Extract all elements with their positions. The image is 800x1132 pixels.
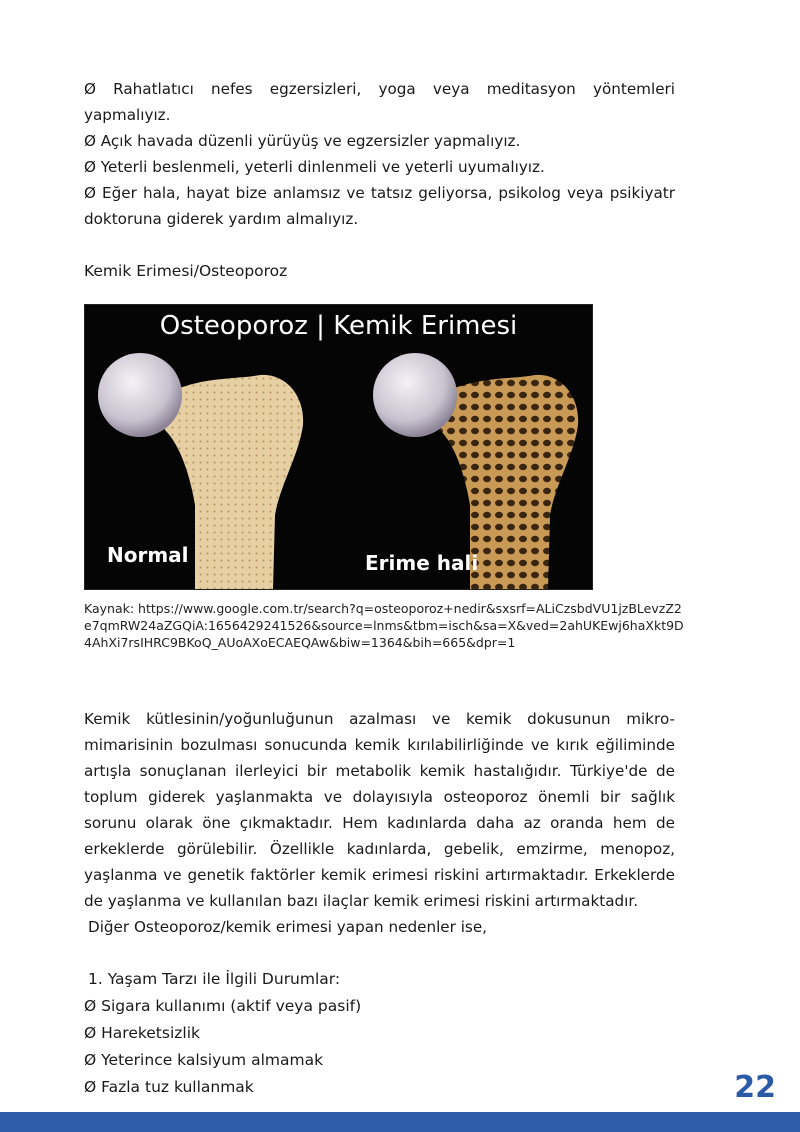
section-heading: Kemik Erimesi/Osteoporoz [84, 262, 288, 280]
osteoporosis-figure [84, 304, 593, 590]
lifestyle-list [84, 993, 361, 1101]
list-heading: 1. Yaşam Tarzı ile İlgili Durumlar: [88, 970, 341, 988]
body-paragraph: Kemik kütlesinin/yoğunluğunun azalması ve kemik dokusunun mikro-mimarisinin bozulması sonucunda kemik kırılabilirliğinde ve kırık eğiliminde artışla sonuçlanan ilerleyici bir metabolik kemik hastalığıdır. Türkiye'de de toplum giderek yaşlanmakta ve dolayısıyla osteoporoz önemli bir sağlık sorunu olarak öne çıkmaktadır. Hem kadınlarda daha az oranda hem de erkeklerde görülebilir. Özellikle kadınlarda, gebelik, emzirme, menopoz, yaşlanma ve genetik faktörler kemik erimesi riskini artırmaktadır. Erkeklerde de yaşlanma ve kullanılan bazı ilaçlar kemik erimesi riskini artırmaktadır. [84, 710, 675, 910]
intro-bullet: Ø Yeterli beslenmeli, yeterli dinlenmeli ve yeterli uyumalıyız. [84, 158, 545, 176]
list-item: Ø Fazla tuz kullanmak [84, 1078, 254, 1096]
intro-bullet: Ø Eğer hala, hayat bize anlamsız ve tatsız geliyorsa, psikolog veya psikiyatr doktoruna giderek yardım almalıyız. [84, 184, 675, 228]
osteoporosis-label: Erime hali [365, 551, 479, 575]
normal-label: Normal [107, 543, 189, 567]
list-item: Ø Hareketsizlik [84, 1024, 200, 1042]
list-item: Ø Sigara kullanımı (aktif veya pasif) [84, 997, 362, 1015]
source-caption: Kaynak: https://www.google.com.tr/search?q=osteoporoz+nedir&sxsrf=ALiCzsbdVU1jzBLevzZ2e7qmRW24aZGQiA:1656429241526&source=lnms&tbm=isch&sa=X&ved=2ahUKEwj6haXkt9D4AhXi7rsIHRC9BKoQ_AUoAXoECAEQAw&biw=1364&bih=665&dpr=1 [84, 601, 684, 650]
page-number: 22 [734, 1070, 776, 1105]
other-causes-intro: Diğer Osteoporoz/kemik erimesi yapan nedenler ise, [88, 918, 488, 936]
footer-bar [0, 1112, 800, 1132]
intro-bullet: Ø Rahatlatıcı nefes egzersizleri, yoga veya meditasyon yöntemleri yapmalıyız. [84, 80, 675, 124]
intro-bullet: Ø Açık havada düzenli yürüyüş ve egzersizler yapmalıyız. [84, 132, 521, 150]
figure-title: Osteoporoz | Kemik Erimesi [159, 311, 518, 341]
list-item: Ø Yeterince kalsiyum almamak [84, 1051, 324, 1069]
intro-bullet-list [84, 76, 675, 232]
